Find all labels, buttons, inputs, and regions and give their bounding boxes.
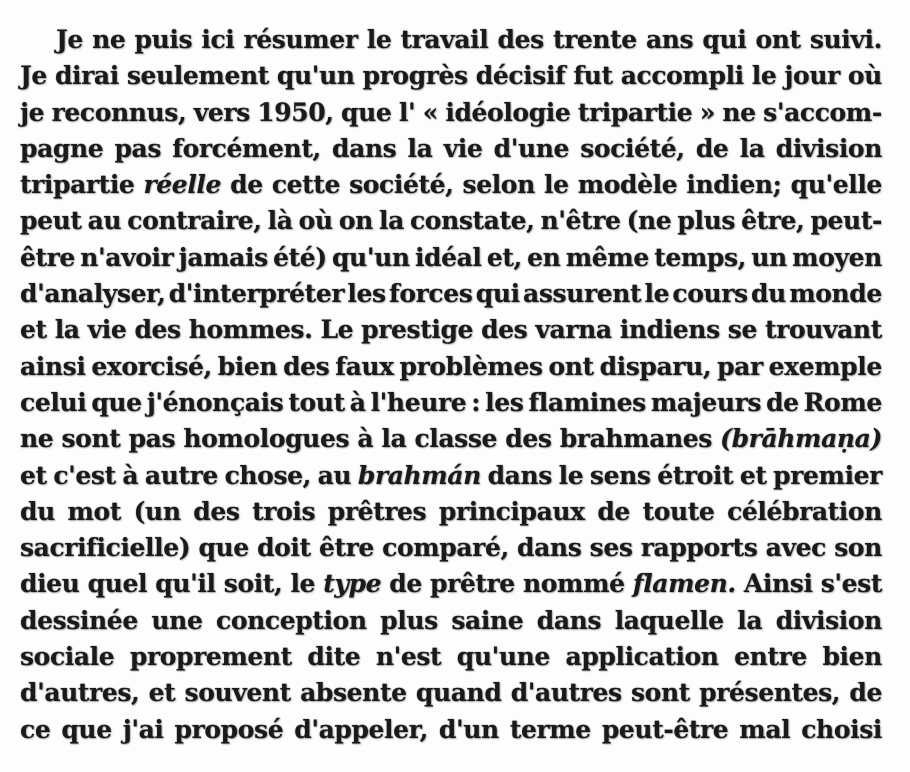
word: étroit [657,460,734,490]
word: présentes, [699,678,841,708]
word: soit, [223,569,283,599]
word: vie [87,315,127,345]
text-line [20,240,882,276]
word: d'interpréter [168,279,345,309]
word: choisi [801,714,882,744]
text-line [20,203,882,239]
word: Je [56,25,83,54]
word: dite [307,642,361,672]
word: ne [92,25,126,54]
word: mot [67,496,121,526]
word: cours [672,279,748,309]
word: se [727,315,757,345]
word: une [151,605,203,635]
word: je [20,97,45,127]
word: peut- [810,206,882,236]
word: à [122,460,139,490]
text-line [20,421,882,457]
word: la [381,424,407,454]
word: application [565,642,719,672]
word: dans [536,605,602,635]
word: conception [216,605,367,635]
word: celui [20,387,87,417]
word: du [20,496,55,526]
word: le [558,460,584,490]
word: temps, [654,242,746,272]
word: Le [320,315,354,345]
word: un [751,242,787,272]
word: ici [201,25,235,54]
word: peut-être [601,714,729,744]
text-line [20,276,882,312]
word: que [198,533,249,563]
word: homologues [183,424,350,454]
word: les [347,279,386,309]
word: travail [400,25,489,54]
word: principaux [438,496,585,526]
text-line [20,385,882,421]
word: absente [300,678,407,708]
word: plus [677,206,736,236]
word: jour [784,61,840,91]
word: la [54,315,80,345]
word: Je [20,61,47,91]
word: de [389,569,422,599]
word: Rome [803,387,882,417]
text-line [20,494,882,530]
word: indien; [686,170,782,200]
word: accompli [620,61,744,91]
text-line [20,639,882,675]
word: doit [257,533,311,563]
word: sociale [20,642,115,672]
word: pagne [20,133,104,163]
word: son [834,533,882,563]
word: et, [486,242,522,272]
word: décisif [475,61,566,91]
word: entre [734,642,807,672]
word: sont [61,424,121,454]
word: Ainsi [743,569,813,599]
word: de [597,496,630,526]
word: proposé [174,714,284,744]
word: proprement [129,642,292,672]
word: vers [193,97,250,127]
word: la [378,206,404,236]
word: tout [288,387,345,417]
word: résumer [243,25,358,54]
word: forces [389,279,473,309]
word: » [699,97,715,127]
word: assurent [523,279,642,309]
word: problèmes [399,351,543,381]
word: ont [755,25,801,54]
word: monde [789,279,882,309]
word: la [407,133,433,163]
word: là [267,206,293,236]
word: ont [548,351,594,381]
word: indiens [619,315,720,345]
word: les [485,387,524,417]
word: le [290,569,316,599]
word: progrès [362,61,468,91]
word: de [849,678,882,708]
word: majeurs [650,387,762,417]
text-line [20,675,882,711]
word: fut [573,61,613,91]
word: et [739,460,767,490]
word: (brāhmaṇa) [720,424,882,454]
word: ans [645,25,694,54]
word: dirai [54,61,119,91]
word: (ne [626,206,672,236]
word: jamais [178,242,268,272]
word: des [134,315,181,345]
word: société, [349,170,454,200]
text-line [20,603,882,639]
word: s'est [820,569,882,599]
word: qui [702,25,747,54]
word: et [148,678,176,708]
word: suivi. [809,25,882,54]
text-line [20,95,882,131]
text-line [20,58,882,94]
word: n'avoir [80,242,174,272]
word: laquelle [614,605,724,635]
word: seulement [126,61,269,91]
word: d'analyser, [20,279,166,309]
word: d'autres [510,678,622,708]
word: c'est [53,460,116,490]
word: qu'un [276,61,355,91]
word: peut [20,206,82,236]
word: la [739,133,765,163]
word: reconnus, [51,97,187,127]
word: bien [217,351,278,381]
word: dieu [20,569,80,599]
word: quel [87,569,148,599]
word: de [766,387,799,417]
word: réelle [143,170,222,200]
word: la [737,605,763,635]
word: 1950, [257,97,334,127]
word: de [230,170,263,200]
word: varna [535,315,612,345]
word: premier [773,460,882,490]
text-line [20,312,882,348]
word: forcément, [172,133,321,163]
word: le [644,279,670,309]
word: saine [451,605,524,635]
word: qui [475,279,520,309]
word: à [357,424,374,454]
word: d'appeler, [294,714,428,744]
word: cette [271,170,340,200]
word: faux [335,351,394,381]
word: trouvant [765,315,882,345]
word: des [283,351,330,381]
word: (un [133,496,181,526]
word: et [20,315,47,345]
word: en [527,242,561,272]
word: que [91,387,142,417]
word: trente [552,25,637,54]
text-line [20,22,882,58]
word: dans [331,133,397,163]
word: d'autres, [20,678,140,708]
word: du [751,279,786,309]
word: idéal [414,242,482,272]
word: sont [631,678,690,708]
word: n'est [375,642,442,672]
word: pas [128,424,176,454]
text-line [20,530,882,566]
word: plus [380,605,438,635]
word: société, [580,133,685,163]
word: dessinée [20,605,138,635]
word: prestige [361,315,474,345]
word: qu'un [331,242,410,272]
word: flamen. [632,569,736,599]
word: flamines [528,387,646,417]
word: sens [589,460,651,490]
word: pas [114,133,162,163]
word: dans [487,460,552,490]
word: terme [509,714,591,744]
text-line [20,458,882,494]
text-line [20,131,882,167]
word: où [847,61,882,91]
word: des [497,25,544,54]
word: que [341,97,392,127]
word: au [317,460,352,490]
word: l' [398,97,416,127]
word: au [87,206,122,236]
word: brahmanes [559,424,712,454]
word: le [543,170,569,200]
word: rapports [640,533,758,563]
word: le [366,25,392,54]
word: ne [20,424,54,454]
word: être [20,242,75,272]
word: trois [252,496,316,526]
word: mal [739,714,791,744]
word: nommé [523,569,625,599]
text-line [20,712,882,748]
word: tripartie [20,170,135,200]
word: autre [144,460,218,490]
word: qu'elle [790,170,882,200]
word: prêtre [430,569,515,599]
word: j'énonçais [146,387,284,417]
word: modèle [577,170,678,200]
word: tripartie [577,97,693,127]
word: des [193,496,240,526]
word: prêtres [327,496,427,526]
text-line [20,167,882,203]
word: quand [415,678,502,708]
word: que [61,714,112,744]
word: l'heure [370,387,467,417]
word: et [20,460,47,490]
word: avec [765,533,826,563]
word: être [318,533,374,563]
word: s'accom- [763,97,882,127]
word: contraire, [127,206,262,236]
word: division [775,605,882,635]
word: souvent [184,678,291,708]
word: : [471,387,481,417]
word: brahmán [357,460,481,490]
word: exorcisé, [91,351,212,381]
word: d'une [493,133,570,163]
word: par [717,351,763,381]
word: été) [273,242,327,272]
word: division [775,133,882,163]
word: moyen [792,242,882,272]
word: vie [443,133,483,163]
word: « [422,97,438,127]
word: qu'une [456,642,550,672]
word: comparé, [382,533,509,563]
word: être, [741,206,805,236]
word: ne [722,97,756,127]
word: classe [414,424,498,454]
word: j'ai [122,714,164,744]
word: on [338,206,373,236]
word: où [298,206,333,236]
word: type [323,569,382,599]
word: des [481,315,528,345]
word: selon [462,170,535,200]
word: idéologie [445,97,571,127]
text-line [20,566,882,602]
word: toute [642,496,715,526]
word: constate, [409,206,535,236]
word: de [695,133,729,163]
word: hommes. [188,315,313,345]
paragraph [20,22,882,748]
word: chose, [224,460,311,490]
word: d'un [438,714,499,744]
word: n'être [540,206,621,236]
word: qu'il [155,569,216,599]
word: des [505,424,552,454]
word: dans [517,533,582,563]
word: célébration [727,496,882,526]
word: sacrificielle) [20,533,191,563]
word: même [565,242,649,272]
word: ce [20,714,51,744]
word: le [751,61,777,91]
word: disparu, [599,351,712,381]
word: ses [589,533,633,563]
text-line [20,349,882,385]
word: exemple [768,351,882,381]
word: ainsi [20,351,86,381]
word: bien [822,642,882,672]
word: à [349,387,366,417]
word: puis [134,25,193,54]
